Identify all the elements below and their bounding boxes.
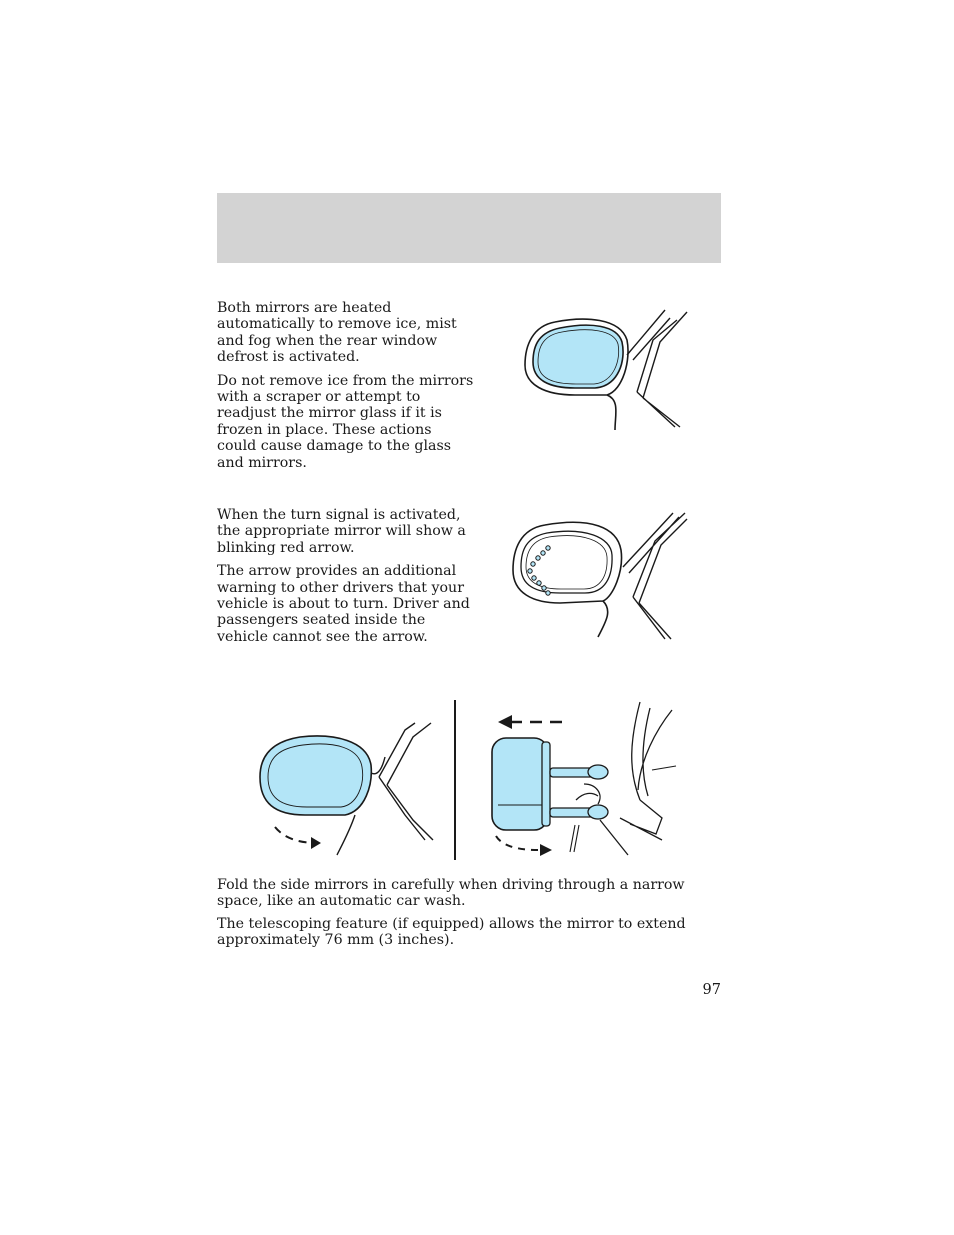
page-number: 97 bbox=[702, 982, 721, 998]
heated-mirror-illustration bbox=[515, 300, 715, 435]
telescoping-mirror-illustration bbox=[480, 700, 690, 865]
arm-mount-lower bbox=[588, 805, 608, 819]
mirror-glass bbox=[492, 738, 548, 830]
turn-signal-mirror-illustration bbox=[505, 505, 705, 645]
folding-mirror-illustration bbox=[255, 715, 445, 860]
arm-mount-upper bbox=[588, 765, 608, 779]
arrow-head bbox=[540, 844, 552, 856]
fold-mirrors-text bbox=[217, 877, 722, 956]
door-handle bbox=[652, 766, 676, 770]
fold-direction-arrow bbox=[275, 827, 317, 843]
fold-direction-arrow bbox=[496, 836, 538, 850]
door-frame bbox=[623, 513, 687, 639]
heated-mirrors-text bbox=[217, 300, 475, 478]
door-frame bbox=[627, 310, 687, 427]
paragraph: Do not remove ice from the mirrors with a scraper or attempt to readjust the mirror glass if it is frozen in place. These actions could cause damage to the glass and mirrors. bbox=[217, 372, 474, 471]
mirror-post bbox=[570, 825, 579, 852]
door-frame bbox=[379, 723, 433, 840]
arrow-head bbox=[498, 715, 512, 729]
arrow-head bbox=[311, 837, 321, 849]
mirror-glass-folded bbox=[260, 736, 371, 815]
figure-divider bbox=[454, 700, 456, 860]
section-header-bar bbox=[217, 193, 721, 263]
mount-bracket bbox=[576, 784, 600, 804]
door-frame bbox=[600, 702, 672, 855]
paragraph: The telescoping feature (if equipped) allows the mirror to extend approximately 76 mm (3 inches). bbox=[217, 915, 686, 949]
paragraph: Both mirrors are heated automatically to remove ice, mist and fog when the rear window defrost is activated. bbox=[217, 300, 457, 366]
paragraph: Fold the side mirrors in carefully when driving through a narrow space, like an automatic car wash. bbox=[217, 877, 685, 910]
paragraph: The arrow provides an additional warning to other drivers that your vehicle is about to turn. Driver and passengers seated inside the vehicle cannot see the arrow. bbox=[217, 563, 470, 645]
turn-signal-text bbox=[217, 507, 475, 652]
mirror-housing-edge bbox=[542, 742, 550, 826]
paragraph: When the turn signal is activated, the appropriate mirror will show a blinking red arrow. bbox=[217, 507, 466, 556]
